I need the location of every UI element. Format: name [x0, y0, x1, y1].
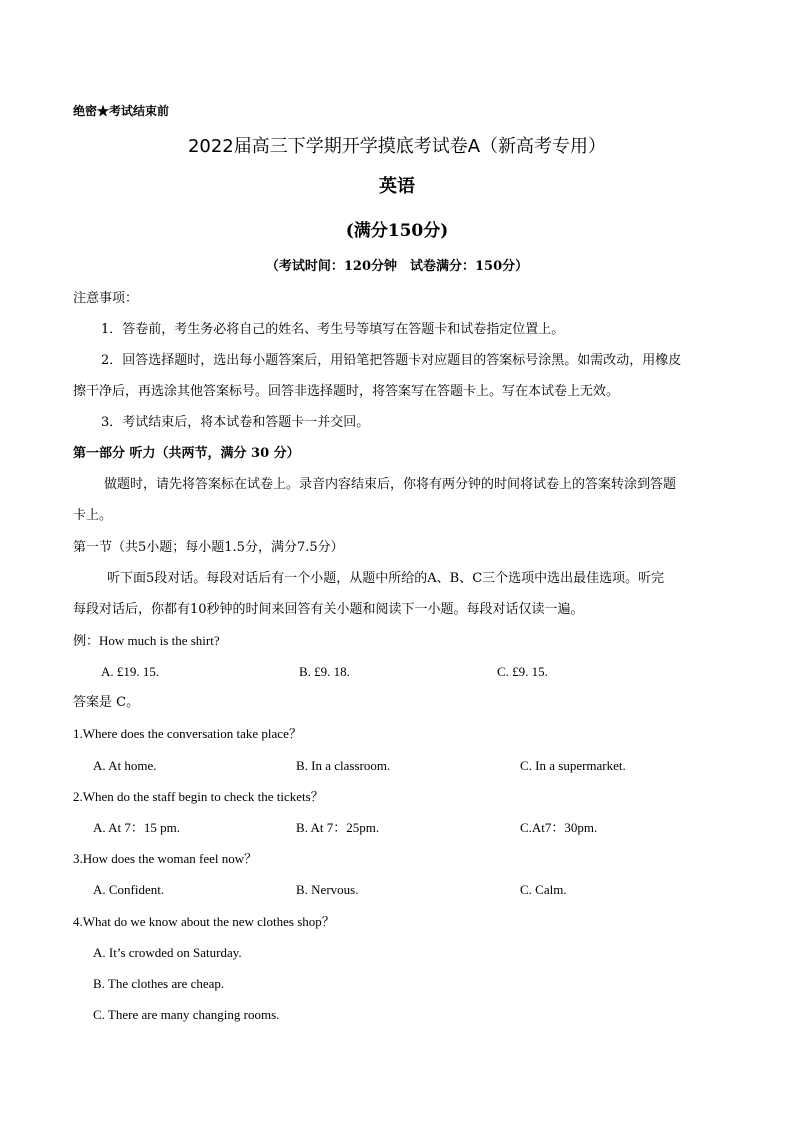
question-3-option-b: B. Nervous. — [296, 882, 359, 897]
note-item-1: 1．答卷前，考生务必将自己的姓名、考生号等填写在答题卡和试卷指定位置上。 — [101, 322, 565, 337]
question-3: 3.How does the woman feel now？ — [73, 851, 258, 866]
question-2: 2.When do the staff begin to check the tickets？ — [73, 789, 324, 804]
exam-title: 2022届高三下学期开学摸底考试卷A（新高考专用） — [187, 136, 607, 157]
question-2-option-c: C.At7：30pm. — [520, 820, 598, 835]
part1-intro-line-1: 做题时，请先将答案标在试卷上。录音内容结束后，你将有两分钟的时间将试卷上的答案转涂到答题 — [104, 477, 677, 492]
subject-title: 英语 — [379, 176, 415, 197]
example-option-b: B. £9. 18. — [299, 664, 350, 679]
note-item-2-line-2: 擦干净后，再选涂其他答案标号。回答非选择题时，将答案写在答题卡上。写在本试卷上无效。 — [73, 384, 620, 399]
section1-heading: 第一节（共5小题；每小题1.5分，满分7.5分） — [73, 540, 344, 555]
question-3-option-c: C. Calm. — [520, 882, 567, 897]
question-4-option-c: C. There are many changing rooms. — [93, 1007, 280, 1022]
note-item-3: 3．考试结束后，将本试卷和答题卡一并交回。 — [101, 415, 370, 430]
question-1-option-b: B. In a classroom. — [296, 758, 391, 773]
time-info: （考试时间：120分钟 试卷满分：150分） — [265, 259, 529, 274]
question-4: 4.What do we know about the new clothes shop？ — [73, 914, 335, 929]
section1-instructions-line-2: 每段对话后，你都有10秒钟的时间来回答有关小题和阅读下一小题。每段对话仅读一遍。 — [73, 602, 584, 617]
example-question: 例：How much is the shirt? — [73, 633, 220, 648]
notes-heading: 注意事项： — [73, 291, 139, 306]
confidential-label: 绝密★考试结束前 — [73, 104, 170, 118]
question-2-option-a: A. At 7：15 pm. — [93, 820, 181, 835]
question-1: 1.Where does the conversation take place？ — [73, 726, 302, 741]
question-1-option-c: C. In a supermarket. — [520, 758, 626, 773]
question-4-option-b: B. The clothes are cheap. — [93, 976, 225, 991]
question-3-option-a: A. Confident. — [93, 882, 165, 897]
note-item-2-line-1: 2．回答选择题时，选出每小题答案后，用铅笔把答题卡对应题目的答案标号涂黑。如需改动，用橡皮 — [101, 353, 682, 368]
question-2-option-b: B. At 7：25pm. — [296, 820, 380, 835]
question-4-option-a: A. It’s crowded on Saturday. — [93, 945, 242, 960]
question-1-option-a: A. At home. — [93, 758, 157, 773]
example-answer: 答案是 C。 — [73, 695, 140, 710]
section1-instructions-line-1: 听下面5段对话。每段对话后有一个小题，从题中所给的A、B、C三个选项中选出最佳选项。听完 — [107, 571, 665, 586]
example-option-a: A. £19. 15. — [101, 664, 160, 679]
full-score: (满分150分) — [345, 221, 449, 241]
example-option-c: C. £9. 15. — [497, 664, 548, 679]
part1-intro-line-2: 卡上。 — [73, 508, 113, 523]
part1-heading: 第一部分 听力（共两节，满分 30 分） — [73, 446, 300, 461]
